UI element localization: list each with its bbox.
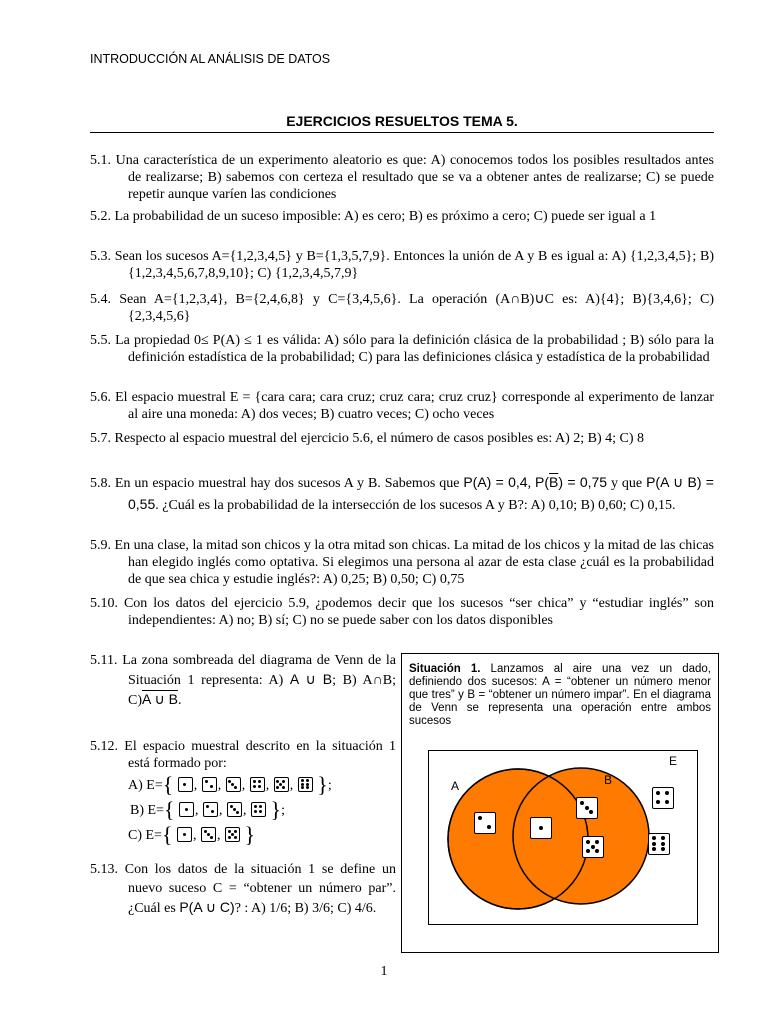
exercise-5-8-text-3: . ¿Cuál es la probabilidad de la intersección de los sucesos A y B?: A) 0,10; B) 0,60; C) 0,15. (155, 498, 676, 513)
right-brace-icon: } (270, 797, 282, 822)
exercise-5-7: 5.7. Respecto al espacio muestral del ejercicio 5.6, el número de casos posibles es: A) 2; B) 4; C) 8 (90, 431, 645, 446)
die-one-icon (179, 802, 194, 817)
exercise-5-6: 5.6. El espacio muestral E = {cara cara; cara cruz; cruz cara; cruz cruz} corresponde al experimento de lanzar al aire una moneda: A) dos veces; B) cuatro veces; C) ocho veces (90, 390, 714, 422)
die-one-icon (177, 827, 192, 842)
option-b-set: B) E={ , , , }; (130, 797, 285, 822)
die-five-icon (274, 777, 289, 792)
exercise-5-2: 5.2. La probabilidad de un suceso imposible: A) es cero; B) es próximo a cero; C) puede ser igual a 1 (90, 209, 657, 224)
exercise-5-8-text-2: y que (607, 476, 647, 491)
die-four-icon (251, 802, 266, 817)
exercise-5-1: 5.1. Una característica de un experimento aleatorio es que: A) conocemos todos los posibles resultados antes de realizarse; B) sabemos con certeza el resultado que se va a obtener antes de realizarse; C) se puede repetir aunque varíen las condiciones (90, 153, 714, 202)
exercise-5-8: 5.8. En un espacio muestral hay dos sucesos A y B. Sabemos que P(A) = 0,4, $P(\overline{B}) = 0,75$ y que P(A ∪ B) = 0,55. ¿Cuál es la probabilidad de la intersección de los sucesos A y B?: A) 0,10; B) 0,60; C) 0,15. (90, 474, 714, 513)
left-brace-icon: { (163, 797, 175, 822)
title-divider (90, 132, 714, 133)
left-brace-icon: { (162, 772, 174, 797)
left-brace-icon: { (161, 822, 173, 847)
die-five-icon (225, 827, 240, 842)
exercise-5-9: 5.9. En una clase, la mitad son chicos y la otra mitad son chicas. La mitad de los chicos y la mitad de las chicas han elegido inglés como optativa. Si elegimos una persona al azar de esta clase ¿cuál es la probabilidad de que sea chica y estudie inglés?: A) 0,25; B) 0,50; C) 0,75 (90, 538, 714, 587)
option-a-set: A) E={ , , , , , }; (128, 772, 332, 797)
situation-1-box (401, 653, 719, 953)
die-four-icon (250, 777, 265, 792)
formula-p-a: P(A) = 0,4 (463, 474, 528, 490)
exercise-5-4: 5.4. Sean A={1,2,3,4}, B={2,4,6,8} y C={3,4,5,6}. La operación (A∩B)∪C es: A){4}; B){3,4,6}; C){2,3,4,5,6} (90, 292, 714, 324)
die-five-icon (582, 836, 604, 858)
exercise-5-13-text-1: 5.13. Con los datos de la situación 1 se define un nuevo suceso C = “obtener un número par”. ¿Cuál es (90, 862, 396, 916)
die-one-icon (178, 777, 193, 792)
option-c-set: C) E={ , , } (128, 822, 256, 847)
right-brace-icon: } (244, 822, 256, 847)
exercise-5-11-text-2: ; B) A∩B; C) (128, 673, 396, 708)
formula-p-a-union-c: P(A ∪ C) (179, 899, 235, 915)
running-header: INTRODUCCIÓN AL ANÁLISIS DE DATOS (90, 52, 331, 66)
die-three-icon (227, 802, 242, 817)
exercise-5-12: 5.12. El espacio muestral descrito en la situación 1 está formado por: (90, 739, 396, 771)
exercise-5-10: 5.10. Con los datos del ejercicio 5.9, ¿podemos decir que los sucesos “ser chica” y “estudiar inglés” son independientes: A) no; B) sí; C) no se puede saber con los datos disponibles (90, 596, 714, 628)
die-two-icon (203, 802, 218, 817)
exercise-5-11-text-1: 5.11. La zona sombreada del diagrama de Venn de la Situación 1 representa: A) (90, 653, 396, 688)
exercise-5-5: 5.5. La propiedad 0≤ P(A) ≤ 1 es válida: A) sólo para la definición clásica de la probabilidad ; B) sólo para la definición estadística de la probabilidad; C) para las definiciones clásica y estadística de la probabilidad (90, 333, 714, 365)
exercise-5-3: 5.3. Sean los sucesos A={1,2,3,4,5} y B={1,3,5,7,9}. Entonces la unión de A y B es igual a: A) {1,2,3,4,5}; B) {1,2,3,4,5,6,7,8,9,10}; C) {1,2,3,4,5,7,9} (90, 249, 714, 281)
die-six-icon (648, 833, 670, 855)
label-b: B (604, 773, 613, 787)
exercise-5-13-text-2: ? : A) 1/6; B) 3/6; C) 4/6. (234, 901, 377, 916)
die-three-icon (201, 827, 216, 842)
label-e: E (669, 754, 678, 768)
situation-1-text: Situación 1. Lanzamos al aire una vez un dado, definiendo dos sucesos: A = “obtener un número menor que tres” y B = “obtener un número impar”. En el diagrama de Venn se representa una operación entre ambos sucesos (409, 663, 711, 727)
die-three-icon (576, 797, 598, 819)
die-two-icon (202, 777, 217, 792)
formula-a-union-b: A ∪ B (289, 671, 333, 687)
page-number: 1 (380, 964, 388, 979)
page-title: EJERCICIOS RESUELTOS TEMA 5. (286, 113, 518, 129)
formula-a-union-b-complement: A ∪ B (142, 691, 178, 707)
die-six-icon (298, 777, 313, 792)
exercise-5-8-text-1: 5.8. En un espacio muestral hay dos sucesos A y B. Sabemos que (90, 476, 464, 491)
right-brace-icon: } (317, 772, 328, 797)
die-four-icon (652, 787, 674, 809)
venn-diagram (428, 750, 698, 925)
die-two-icon (474, 812, 496, 834)
exercise-5-13 (90, 860, 396, 918)
exercise-5-11 (90, 652, 396, 710)
label-a: A (451, 779, 460, 793)
formula-p-b-complement: $P(\overline{B}) = 0,75$ (535, 474, 608, 490)
die-three-icon (226, 777, 241, 792)
formula-p-a-union-b: P(A ∪ B) = 0,55 (128, 474, 714, 512)
die-one-icon (530, 817, 552, 839)
exercise-5-11-text-3: . (177, 693, 182, 708)
